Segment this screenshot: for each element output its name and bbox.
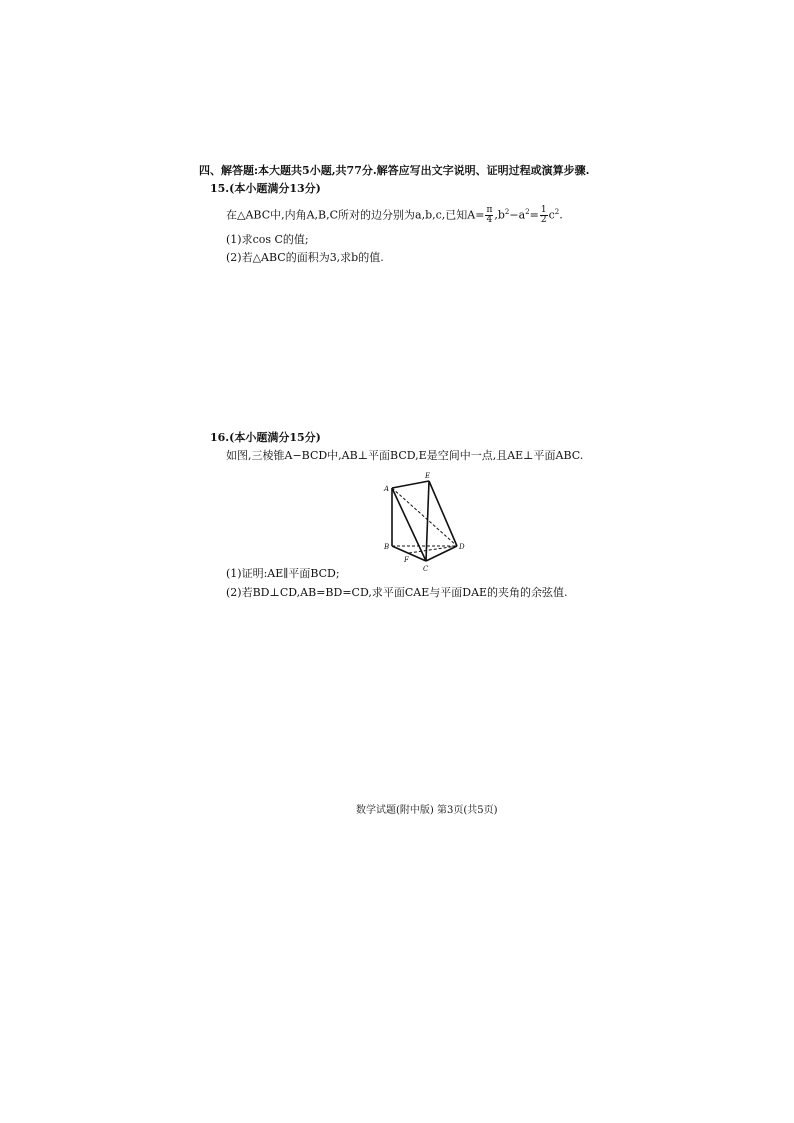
fraction-one-half: $\frac{1}{2}$ xyxy=(540,205,547,226)
label-C: C xyxy=(423,565,429,573)
q16-part1: (1)证明:AE∥平面BCD; xyxy=(226,567,340,580)
label-E: E xyxy=(425,472,431,480)
page-footer: 数学试题(附中版) 第3页(共5页) xyxy=(356,805,498,816)
edge-ED xyxy=(429,481,457,546)
q15-part1: (1)求cos C的值; xyxy=(226,233,309,246)
edge-AE xyxy=(392,481,429,488)
fraction-pi-over-4: $\frac{\pi}{4}$ xyxy=(486,205,493,226)
label-D: D xyxy=(459,543,465,551)
label-A: A xyxy=(384,485,390,493)
edge-EC xyxy=(426,481,429,561)
edge-AC xyxy=(392,488,426,561)
q16-header: 16.(本小题满分15分) xyxy=(210,431,321,444)
label-B: B xyxy=(384,543,390,551)
q15-stem: 在△ABC中,内角A,B,C所对的边分别为a,b,c,已知A= $\frac{\pi}{4}$ $,b^2-a^2=$ $\frac{1}{2}$ $c^2$. xyxy=(226,205,563,226)
edge-AD-dashed xyxy=(392,488,457,546)
label-F: F xyxy=(404,556,409,564)
section-header: 四、解答题:本大题共5小题,共77分.解答应写出文字说明、证明过程或演算步骤. xyxy=(199,164,590,177)
q15-part2: (2)若△ABC的面积为3,求b的值. xyxy=(226,251,384,264)
q16-stem: 如图,三棱锥A−BCD中,AB⊥平面BCD,E是空间中一点,且AE⊥平面ABC. xyxy=(226,449,584,462)
tetrahedron-figure xyxy=(378,470,478,578)
q16-part2: (2)若BD⊥CD,AB=BD=CD,求平面CAE与平面DAE的夹角的余弦值. xyxy=(226,586,568,599)
q15-header: 15.(本小题满分13分) xyxy=(210,182,321,195)
q15-stem-text-a: 在△ABC中,内角A,B,C所对的边分别为a,b,c,已知A= xyxy=(226,208,485,222)
tetrahedron-diagram xyxy=(378,470,478,578)
